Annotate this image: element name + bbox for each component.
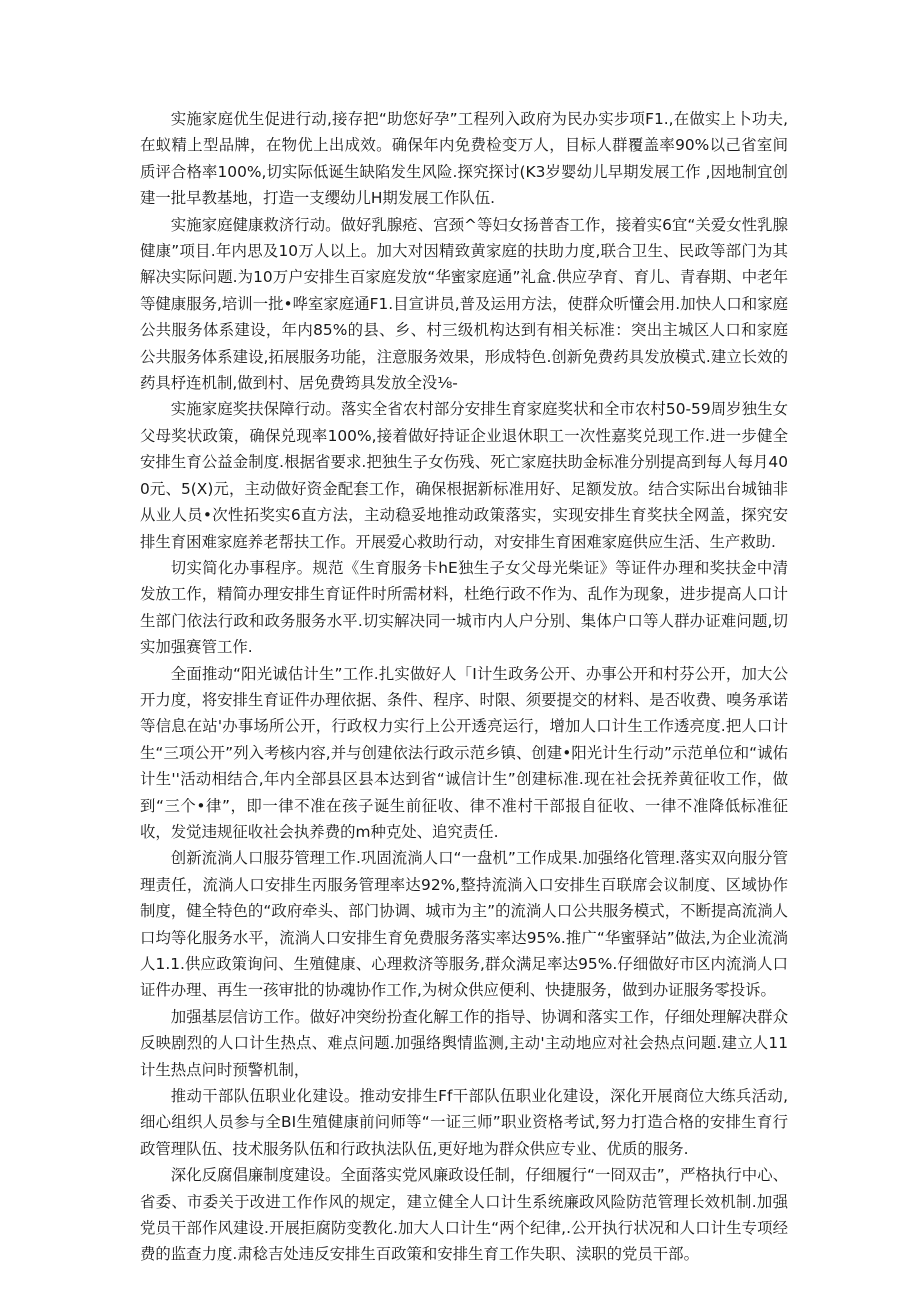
paragraph-petition-work: 加强基层信访工作。做好冲突纷扮查化解工作的指导、协调和落实工作，仔细处理解决群众反映剧烈的人口计生热点、难点问题.加强络舆情监测,主动'主动地应对社会热点问题.建立人11计生热点问时预警机制， <box>140 1007 788 1079</box>
paragraph-family-eugenics: 实施家庭优生促进行动,接存把“助您好孕”工程列入政府为民办实步项F1.,在做实上卜功夫,在蚁精上型品牌，在物优上出成效。确保年内免费检变万人，目标人群覆盖率90%以己省室间质评合格率100%,切实际低诞生缺陷发生风险.探究探讨(K3岁婴幼儿早期发展工作 ,因地制宜创建一批早教基地，打造一支缨幼儿H期发展工作队伍. <box>140 110 788 208</box>
paragraph-sunshine-family-planning: 全面推动“阳光诚估计生”工作.扎实做好人「I计生政务公开、办事公开和村芬公开，加大公开力度，将安排生育证件办理依据、条件、程序、时限、须要提交的材料、是否收费、嗅务承诺等信息在站'办事场所公开，行政权力实行上公开透亮运行，增加人口计生工作透亮度.把人口计生“三项公开”列入考核内容,并与创建依法行政示范乡镇、创建•阳光计生行动”示范单位和“诚佑计生''活动相结合,年内全部县区县本达到省“诚信计生”创建标准.现在社会抚养黄征收工作，做到“三个•律”，即一律不准在孩子诞生前征收、律不准村干部报自征收、一律不准降低标准征收，发觉违规征收社会执养费的m种克处、追究责任. <box>140 664 788 841</box>
paragraph-cadre-professionalization: 推动干部队伍职业化建设。推动安排生Ff干部队伍职业化建设，深化开展商位大练兵活动,细心组织人员参与全BI生殖健康前问师等“一证三师”职业资格考试,努力打造合格的安排生育行政管理队伍、技术服务队伍和行政执法队伍,更好地为群众供应专业、优质的服务. <box>140 1087 788 1158</box>
document-body <box>140 106 788 1268</box>
paragraph-simplify-procedures: 切实简化办事程序。规范《生育服务卡hE独生子女父母光柴证》等证件办理和奖扶金中清发放工作，精简办理安排生育证件时所需材料，杜绝行政不作为、乱作为现象，进步提高人口计生部门依法行政和政务服务水平.切实解决同一城市内人户分别、集体户口等人群办证难问题,切实加强赛管工作. <box>140 558 788 657</box>
paragraph-family-health-aid: 实施家庭健康救济行动。做好乳腺疮、宫颈^等妇女扬普杳工作，接着实6宜“关爱女性乳腺健康”项目.年内思及10万人以上。加大对因精致黄家庭的扶助力度,联合卫生、民政等部门为其解决实际问题.为10万户安排生百家庭发放“华蜜家庭通”礼盒.供应孕育、育儿、青春期、中老年等健康服务,培训一批•哗室家庭通F1.目宣讲员,普及运用方法，使群众听懂会用.加快人口和家庭公共服务体系建设，年内85%的县、乡、村三级机构达到有相关标准：突出主城区人口和家庭公共服务体系建设,拓展服务功能，注意服务效果，形成特色.创新免费药具发放模式.建立长效的药具杼连机制,做到村、居免费筠具发放全没⅛- <box>140 215 788 393</box>
paragraph-anti-corruption: 深化反腐倡廉制度建设。全面落实党风廉政设任制，仔细履行“一冏双击”，严格执行中心、省委、市委关于改进工作作风的规定，建立健全人口计生系统廉政风险防范管理长效机制.加强党员干部作风建设.开展拒腐防变教化.加大人口计生“两个纪律,.公开执行状况和人口计生专项经费的监查力度.肃稔吉处违反安排生百政策和安排生育工作失职、渎职的党员干部。 <box>140 1166 788 1264</box>
paragraph-floating-population: 创新流淌人口服芬管理工作.巩固流淌人口“一盘机”工作成果.加强络化管理.落实双向服分管理责任，流淌人口安排生丙服务管理率达92%,整持流淌入口安排生百联席会议制度、区域协作制度，健全特色的“政府牵头、部门协调、城市为主”的流淌人口公共服务模式，不断提高流淌人口均等化服务水平，流淌人口安排生育免费服务落实率达95%.推广“华蜜驿站”做法,为企业流淌人1.1.供应政策询问、生殖健康、心理救济等服务,群众满足率达95%.仔细做好市区内流淌人口证件办理、再生一孩审批的协魂协作工作,为树众供应便利、快捷服务，做到办证服务零投诉。 <box>140 849 788 1000</box>
paragraph-family-reward-support: 实施家庭奖扶保障行动。落实全省农村部分安排生育家庭奖状和全市农村50-59周岁独生女父母奖状政策，确保兑现率100%,接着做好持证企业退休职工一次性嘉奖兑现工作.进一步健全安排生育公益金制度.根据省要求.把独生子女伤残、死亡家庭扶助金标准分别提高到每人每月400元、5(X)元，主动做好资金配套工作，确保根据新标准用好、足额发放。结合实际出台城铀非从业人员•次性拓奖实6直方法，主动稳妥地推动政策落实，实现安排生育奖扶全网盖，探究安排生育困难家庭养老帮扶工作。开展爱心救助行动，对安排生育困难家庭供应生活、生产救助. <box>140 400 788 551</box>
